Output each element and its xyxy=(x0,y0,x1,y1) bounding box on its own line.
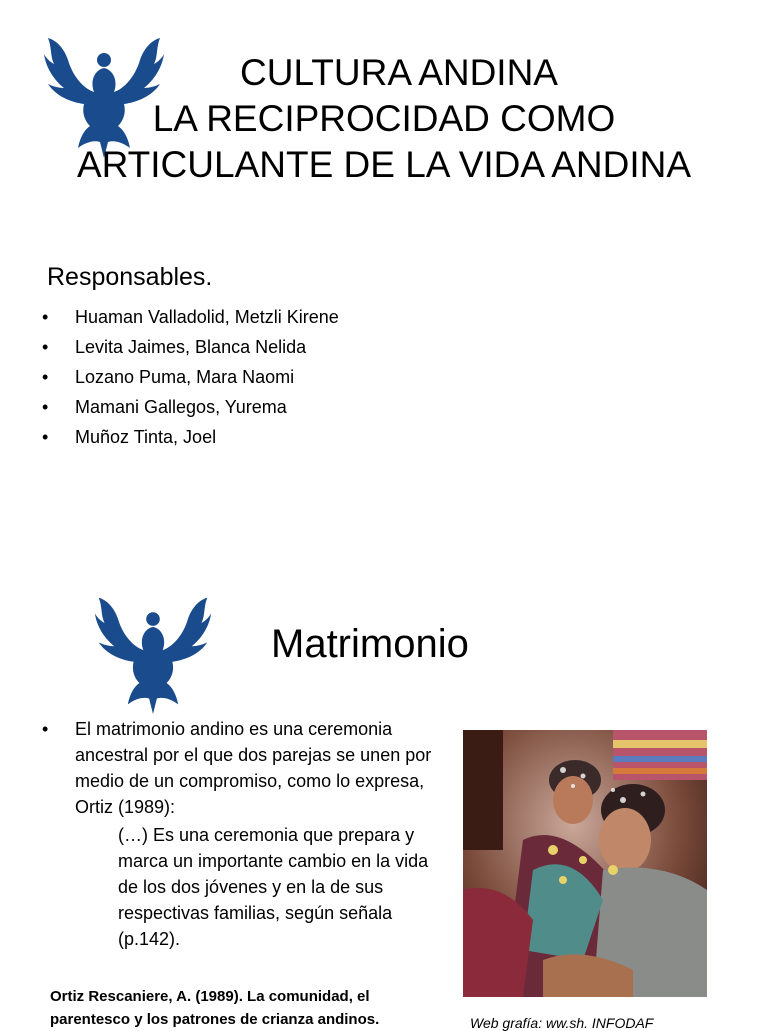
list-item: • Lozano Puma, Mara Naomi xyxy=(40,362,339,392)
wedding-photo xyxy=(463,730,707,997)
section-title: Matrimonio xyxy=(271,622,469,666)
slide-title xyxy=(0,50,768,188)
list-item: • Huaman Valladolid, Metzli Kirene xyxy=(40,302,339,332)
photo-caption: Web grafía: ww.sh. INFODAF xyxy=(470,1015,654,1031)
paragraph xyxy=(40,716,440,820)
list-item: • Mamani Gallegos, Yurema xyxy=(40,392,339,422)
title-line-2: LA RECIPROCIDAD COMO xyxy=(152,98,616,139)
responsables-heading: Responsables. xyxy=(47,263,213,291)
title-line-1: CULTURA ANDINA xyxy=(240,52,558,93)
responsables-list xyxy=(40,302,339,452)
title-line-3: ARTICULANTE DE LA VIDA ANDINA xyxy=(76,144,692,185)
list-item: • Levita Jaimes, Blanca Nelida xyxy=(40,332,339,362)
list-item: • Muñoz Tinta, Joel xyxy=(40,422,339,452)
reference-text: Ortiz Rescaniere, A. (1989). La comunidad, el parentesco y los patrones de crianza andinos. xyxy=(50,988,380,1028)
paragraph-text: El matrimonio andino es una ceremonia ancestral por el que dos parejas se unen por medio de un compromiso, como lo expresa, Ortiz (1989): xyxy=(75,719,432,817)
quote-text: (…) Es una ceremonia que prepara y marca un importante cambio en la vida de los dos jóvenes y en la de sus respectivas familias, según señala (p.142). xyxy=(118,825,429,949)
bullet-icon: • xyxy=(42,719,49,739)
eagle-logo-icon xyxy=(88,590,218,716)
